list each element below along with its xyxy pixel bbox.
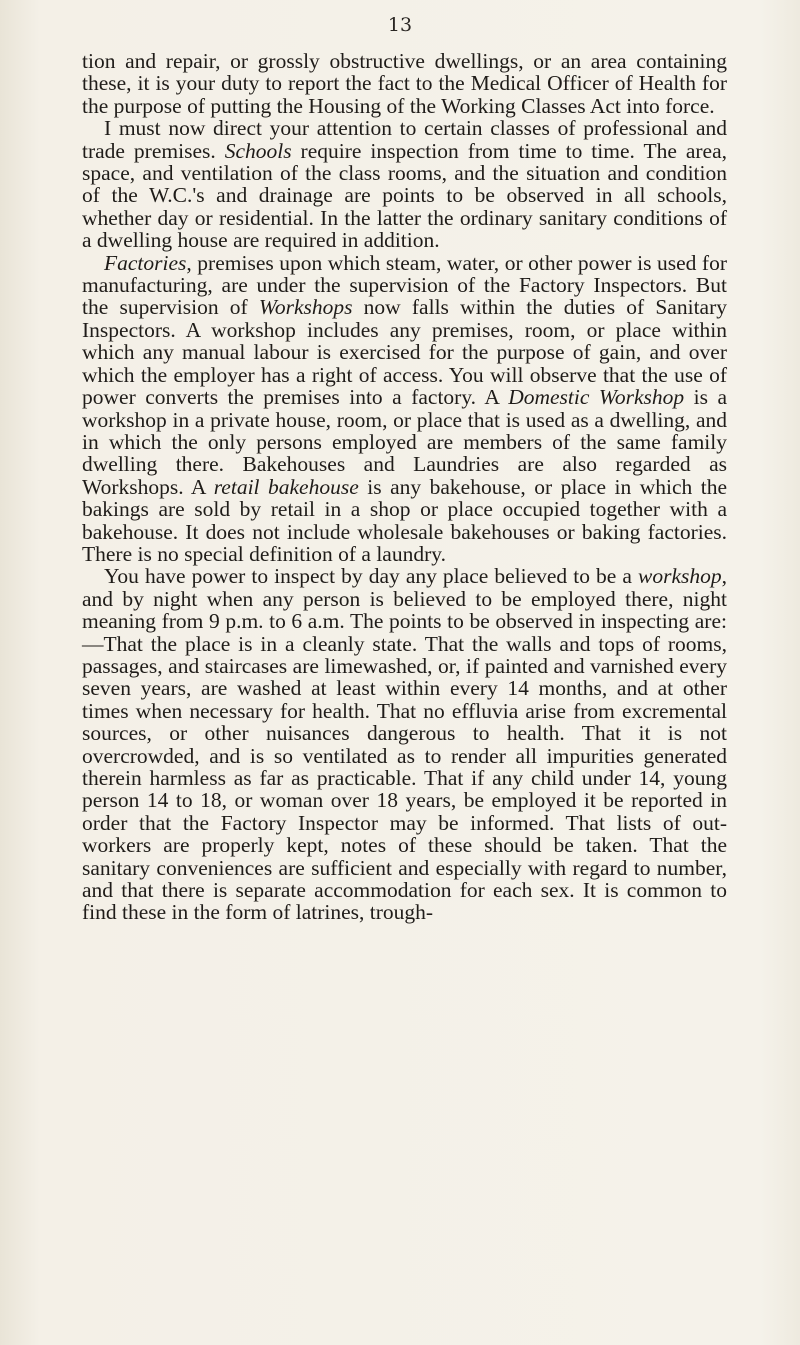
text-run: now falls within the duties of Sanitary Inspectors. A workshop includes any premises, room, or place within which any manual labour is exercised for the purpose of gain, and over which the employer has a right of access. You will observe that the use of power converts the premises into a factory. A: [82, 295, 728, 410]
paragraph: [82, 565, 727, 924]
text-run: is any bakehouse, or place in which the bakings are sold by retail in a shop or place occupied together with a bakehouse. It does not include wholesale bakehouses or baking factories. There is no special definition of a laundry.: [82, 474, 728, 566]
text-run: You have power to inspect by day any place believed to be a: [104, 564, 638, 589]
paragraph: [82, 117, 727, 251]
italic-term: Workshops: [258, 295, 353, 320]
text-run: is a workshop in a private house, room, or place that is used as a dwelling, and in which the only persons employed are members of the same family dwelling there. Bakehouses and Laundries are also regarded as Workshops. A: [82, 385, 727, 499]
italic-term: Schools: [224, 138, 292, 163]
italic-term: Factories: [104, 250, 187, 275]
paragraph: [82, 252, 727, 566]
body-text: [82, 50, 727, 924]
paragraph: [82, 50, 727, 117]
text-run: , premises upon which steam, water, or other power is used for manufacturing, are under the supervision of the Factory Inspectors. But the supervision of: [82, 250, 727, 320]
page-number: 13: [387, 14, 413, 36]
italic-term: workshop: [638, 564, 722, 589]
italic-term: Domestic Workshop: [508, 385, 685, 410]
text-run: I must now direct your attention to certain classes of professional and trade premises.: [82, 116, 727, 163]
text-run: , and by night when any person is believed to be employed there, night meaning from 9 p.m. to 6 a.m. The points to be observed in inspecting are:—That the place is in a cleanly state. That the walls and tops of rooms, passages, and staircases are limewashed, or, if painted and varnished every seven years, are washed at least within every 14 months, and at other times when necessary for health. That no effluvia arise from excremental sources, or other nuisances dangerous to health. That it is not overcrowded, and is so ventilated as to render all impurities generated therein harmless as far as practicable. That if any child under 14, young person 14 to 18, or woman over 18 years, be employed it be reported in order that the Factory Inspector may be informed. That lists of out-workers are properly kept, notes of these should be taken. That the sanitary conveniences are sufficient and especially with regard to number, and that there is separate accommodation for each sex. It is common to find these in the form of latrines, trough-: [82, 564, 727, 925]
text-run: require inspection from time to time. The area, space, and ventilation of the class rooms, and the situation and condition of the W.C.'s and drainage are points to be observed in all schools, whether day or residential. In the latter the ordinary sanitary conditions of a dwelling house are required in addition.: [82, 138, 727, 253]
italic-term: retail bakehouse: [213, 474, 359, 499]
text-run: tion and repair, or grossly obstructive dwellings, or an area containing these, it is your duty to report the fact to the Medical Officer of Health for the purpose of putting the Housing of the Working Classes Act into force.: [82, 49, 727, 118]
